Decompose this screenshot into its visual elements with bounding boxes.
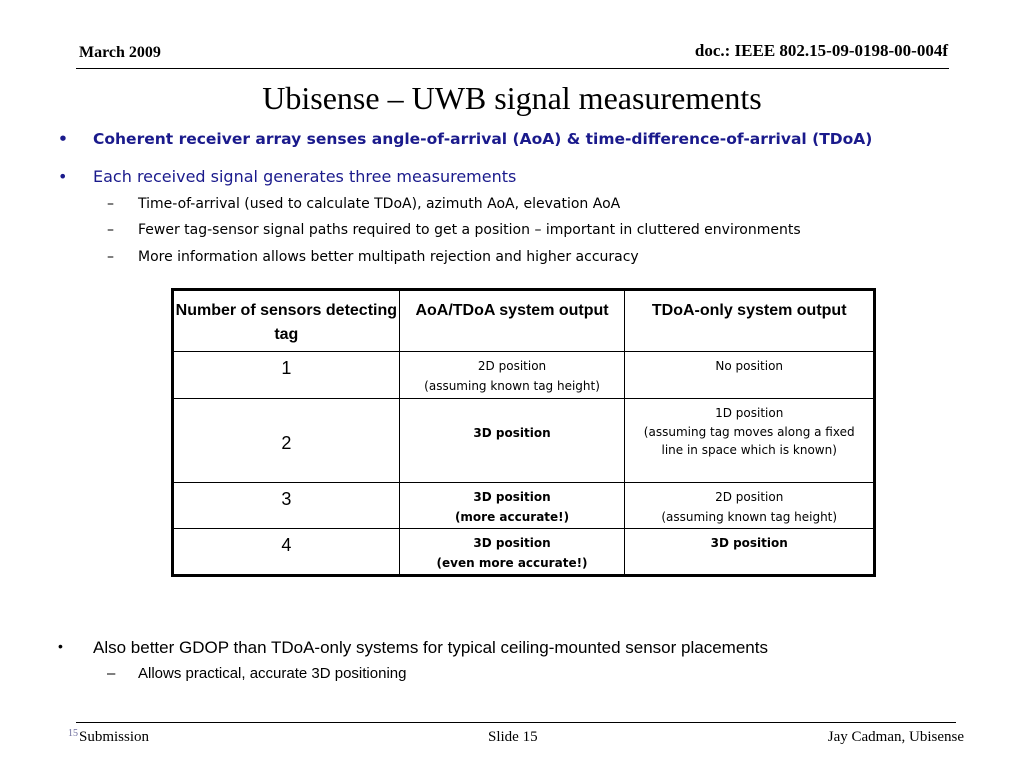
aoa-output-line1: 3D position <box>473 490 551 504</box>
aoa-output-cell <box>399 399 625 483</box>
bullet-marker: • <box>58 130 68 148</box>
aoa-output-cell <box>399 352 625 399</box>
tdoa-output-line2: (assuming known tag height) <box>661 510 838 524</box>
bullet-marker: • <box>58 638 63 654</box>
aoa-output-line2: (assuming known tag height) <box>424 379 600 393</box>
header-tdoa-only: TDoA-only system output <box>625 290 875 352</box>
table-row <box>173 483 875 529</box>
comparison-table <box>171 288 876 577</box>
sub-bullet-4-text: Allows practical, accurate 3D positioning <box>138 665 407 682</box>
tdoa-output-cell <box>625 529 875 576</box>
header-date: March 2009 <box>79 44 161 61</box>
aoa-output-line2: (more accurate!) <box>454 510 570 524</box>
dash-marker: – <box>107 249 114 265</box>
dash-marker: – <box>107 222 114 238</box>
tdoa-output-line1: 1D position <box>715 406 784 420</box>
tdoa-output-line1: No position <box>715 359 784 373</box>
tdoa-output-cell <box>625 399 875 483</box>
bullet-2-text: Each received signal generates three measurements <box>93 167 517 186</box>
sub-bullet-2-text: Fewer tag-sensor signal paths required to get a position – important in cluttered environments <box>138 222 801 238</box>
table-header-row <box>173 290 875 352</box>
tdoa-output-cell <box>625 352 875 399</box>
tdoa-output-line2: (assuming tag moves along a fixed line in space which is known) <box>643 425 855 457</box>
header-aoa-tdoa: AoA/TDoA system output <box>399 290 625 352</box>
aoa-output-line1: 3D position <box>473 426 551 440</box>
table-row <box>173 399 875 483</box>
sensor-count-cell: 4 <box>173 529 400 576</box>
aoa-output-line1: 2D position <box>477 359 547 373</box>
footer-submission: Submission <box>79 729 150 745</box>
aoa-output-line2: (even more accurate!) <box>436 556 588 570</box>
header-doc-id: doc.: IEEE 802.15-09-0198-00-004f <box>694 41 948 60</box>
footer-slide-label: Slide 15 <box>488 729 538 745</box>
bullet-3-text: Also better GDOP than TDoA-only systems for typical ceiling-mounted sensor placements <box>93 638 768 657</box>
sensor-count-cell: 2 <box>173 399 400 483</box>
tdoa-output-cell <box>625 483 875 529</box>
footer-slide-number-small: 15 <box>68 728 78 739</box>
header-sensors: Number of sensors detecting tag <box>173 290 400 352</box>
footer-author: Jay Cadman, Ubisense <box>827 729 964 745</box>
bullet-marker: • <box>58 167 68 186</box>
bullet-1-text: Coherent receiver array senses angle-of-arrival (AoA) & time-difference-of-arrival (TDoA) <box>93 130 873 148</box>
aoa-output-line1: 3D position <box>473 536 551 550</box>
footer-rule <box>76 722 956 723</box>
sub-bullet-3-text: More information allows better multipath rejection and higher accuracy <box>138 249 639 265</box>
table-row <box>173 352 875 399</box>
dash-marker: – <box>107 665 116 682</box>
sub-bullet-1-text: Time-of-arrival (used to calculate TDoA), azimuth AoA, elevation AoA <box>138 196 621 212</box>
slide-title: Ubisense – UWB signal measurements <box>262 80 762 116</box>
aoa-output-cell <box>399 483 625 529</box>
table-row <box>173 529 875 576</box>
tdoa-output-line1: 2D position <box>715 490 784 504</box>
aoa-output-cell <box>399 529 625 576</box>
dash-marker: – <box>107 196 114 212</box>
sensor-count-cell: 3 <box>173 483 400 529</box>
sensor-count-cell: 1 <box>173 352 400 399</box>
tdoa-output-line1: 3D position <box>710 536 788 550</box>
header-rule <box>76 68 949 69</box>
